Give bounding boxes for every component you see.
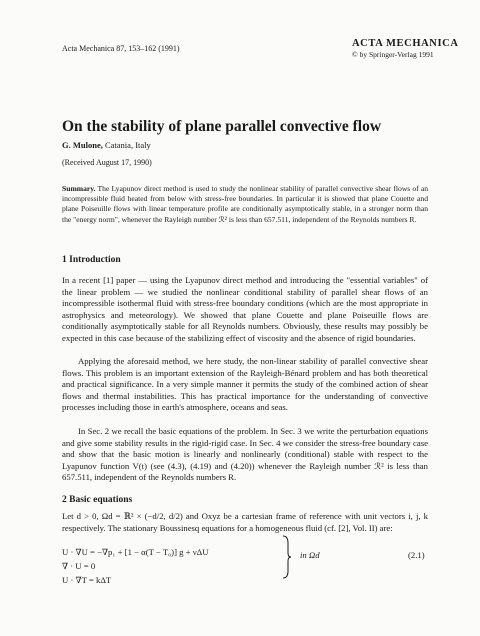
equation-energy: U · ∇T = kΔT: [62, 575, 112, 585]
section-heading-basic-equations: 2 Basic equations: [62, 495, 133, 505]
author-line: [62, 140, 151, 150]
intro-paragraph-2: Applying the aforesaid method, we here study, the non-linear stability of parallel convective shear flows. This problem is an important extension of the Rayleigh-Bénard problem and has both theoretical and practical significance. In a very simple manner it permits the study of the combined action of shear flows and thermal instabilities. This has practical importance for the understanding of convective processes including those in earth's atmosphere, oceans and seas.: [62, 356, 428, 413]
equation-domain: in Ωd: [300, 550, 320, 560]
right-brace-icon: [282, 535, 292, 579]
journal-masthead: [352, 38, 459, 59]
summary-text: The Lyapunov direct method is used to study the nonlinear stability of parallel convective shear flows of an incompressible fluid heated from below with stress-free boundaries. In particular it is showed that plane Couette and plane Poiseuille flows with linear temperature profile are conditionally asymptotically stable, in a stronger norm than the "energy norm", whenever the Rayleigh number ℛ² is less than 657.511, independent of the Reynolds numbers R.: [62, 184, 428, 224]
received-date: (Received August 17, 1990): [62, 158, 152, 167]
equation-number: (2.1): [408, 550, 425, 560]
journal-reference: Acta Mechanica 87, 153–162 (1991): [62, 44, 180, 53]
basic-equations-paragraph: Let d > 0, Ωd = ℝ² × (−d/2, d/2) and Oxyz be a cartesian frame of reference with unit vectors i, j, k respectively. The stationary Boussinesq equations for a homogeneous fluid (cf. [2], Vol. II) are:: [62, 511, 428, 533]
author-affiliation: Catania, Italy: [102, 140, 151, 150]
summary-abstract: [62, 184, 428, 225]
journal-name: ACTA MECHANICA: [352, 38, 459, 49]
intro-paragraph-1: In a recent [1] paper — using the Lyapunov direct method and introducing the "essential variables" of the linear problem — we studied the nonlinear conditional stability of parallel shear flows of an incompressible isothermal fluid with stress-free boundary conditions (which are the most appropriate in astrophysics and meteorology). We showed that plane Couette and plane Poiseuille flows are conditionally asymptotically stable for all Reynolds numbers. Obviously, these results may possibly be expected in this case because of the stabilizing effect of viscosity and the absence of rigid boundaries.: [62, 275, 428, 343]
paper-title: On the stability of plane parallel convective flow: [62, 118, 382, 135]
summary-label: Summary.: [62, 184, 96, 193]
equation-momentum: U · ∇U = −∇p₁ + [1 − α(T − T₀)] g + νΔU: [62, 547, 209, 557]
intro-paragraph-3: In Sec. 2 we recall the basic equations of the problem. In Sec. 3 we write the perturbation equations and give some stability results in the rigid-rigid case. In Sec. 4 we consider the stress-free boundary case and show that the basic motion is linearly and nonlinearly (conditional) stable with respect to the Lyapunov function V(t) (see (4.3), (4.19) and (4.20)) whenever the Rayleigh number ℛ² is less than 657.511, independent of the Reynolds numbers R.: [62, 426, 428, 483]
section-heading-introduction: 1 Introduction: [62, 255, 121, 265]
author-name: G. Mulone,: [62, 140, 103, 150]
equation-continuity: ∇ · U = 0: [62, 561, 96, 571]
copyright-line: © by Springer-Verlag 1991: [352, 50, 434, 59]
